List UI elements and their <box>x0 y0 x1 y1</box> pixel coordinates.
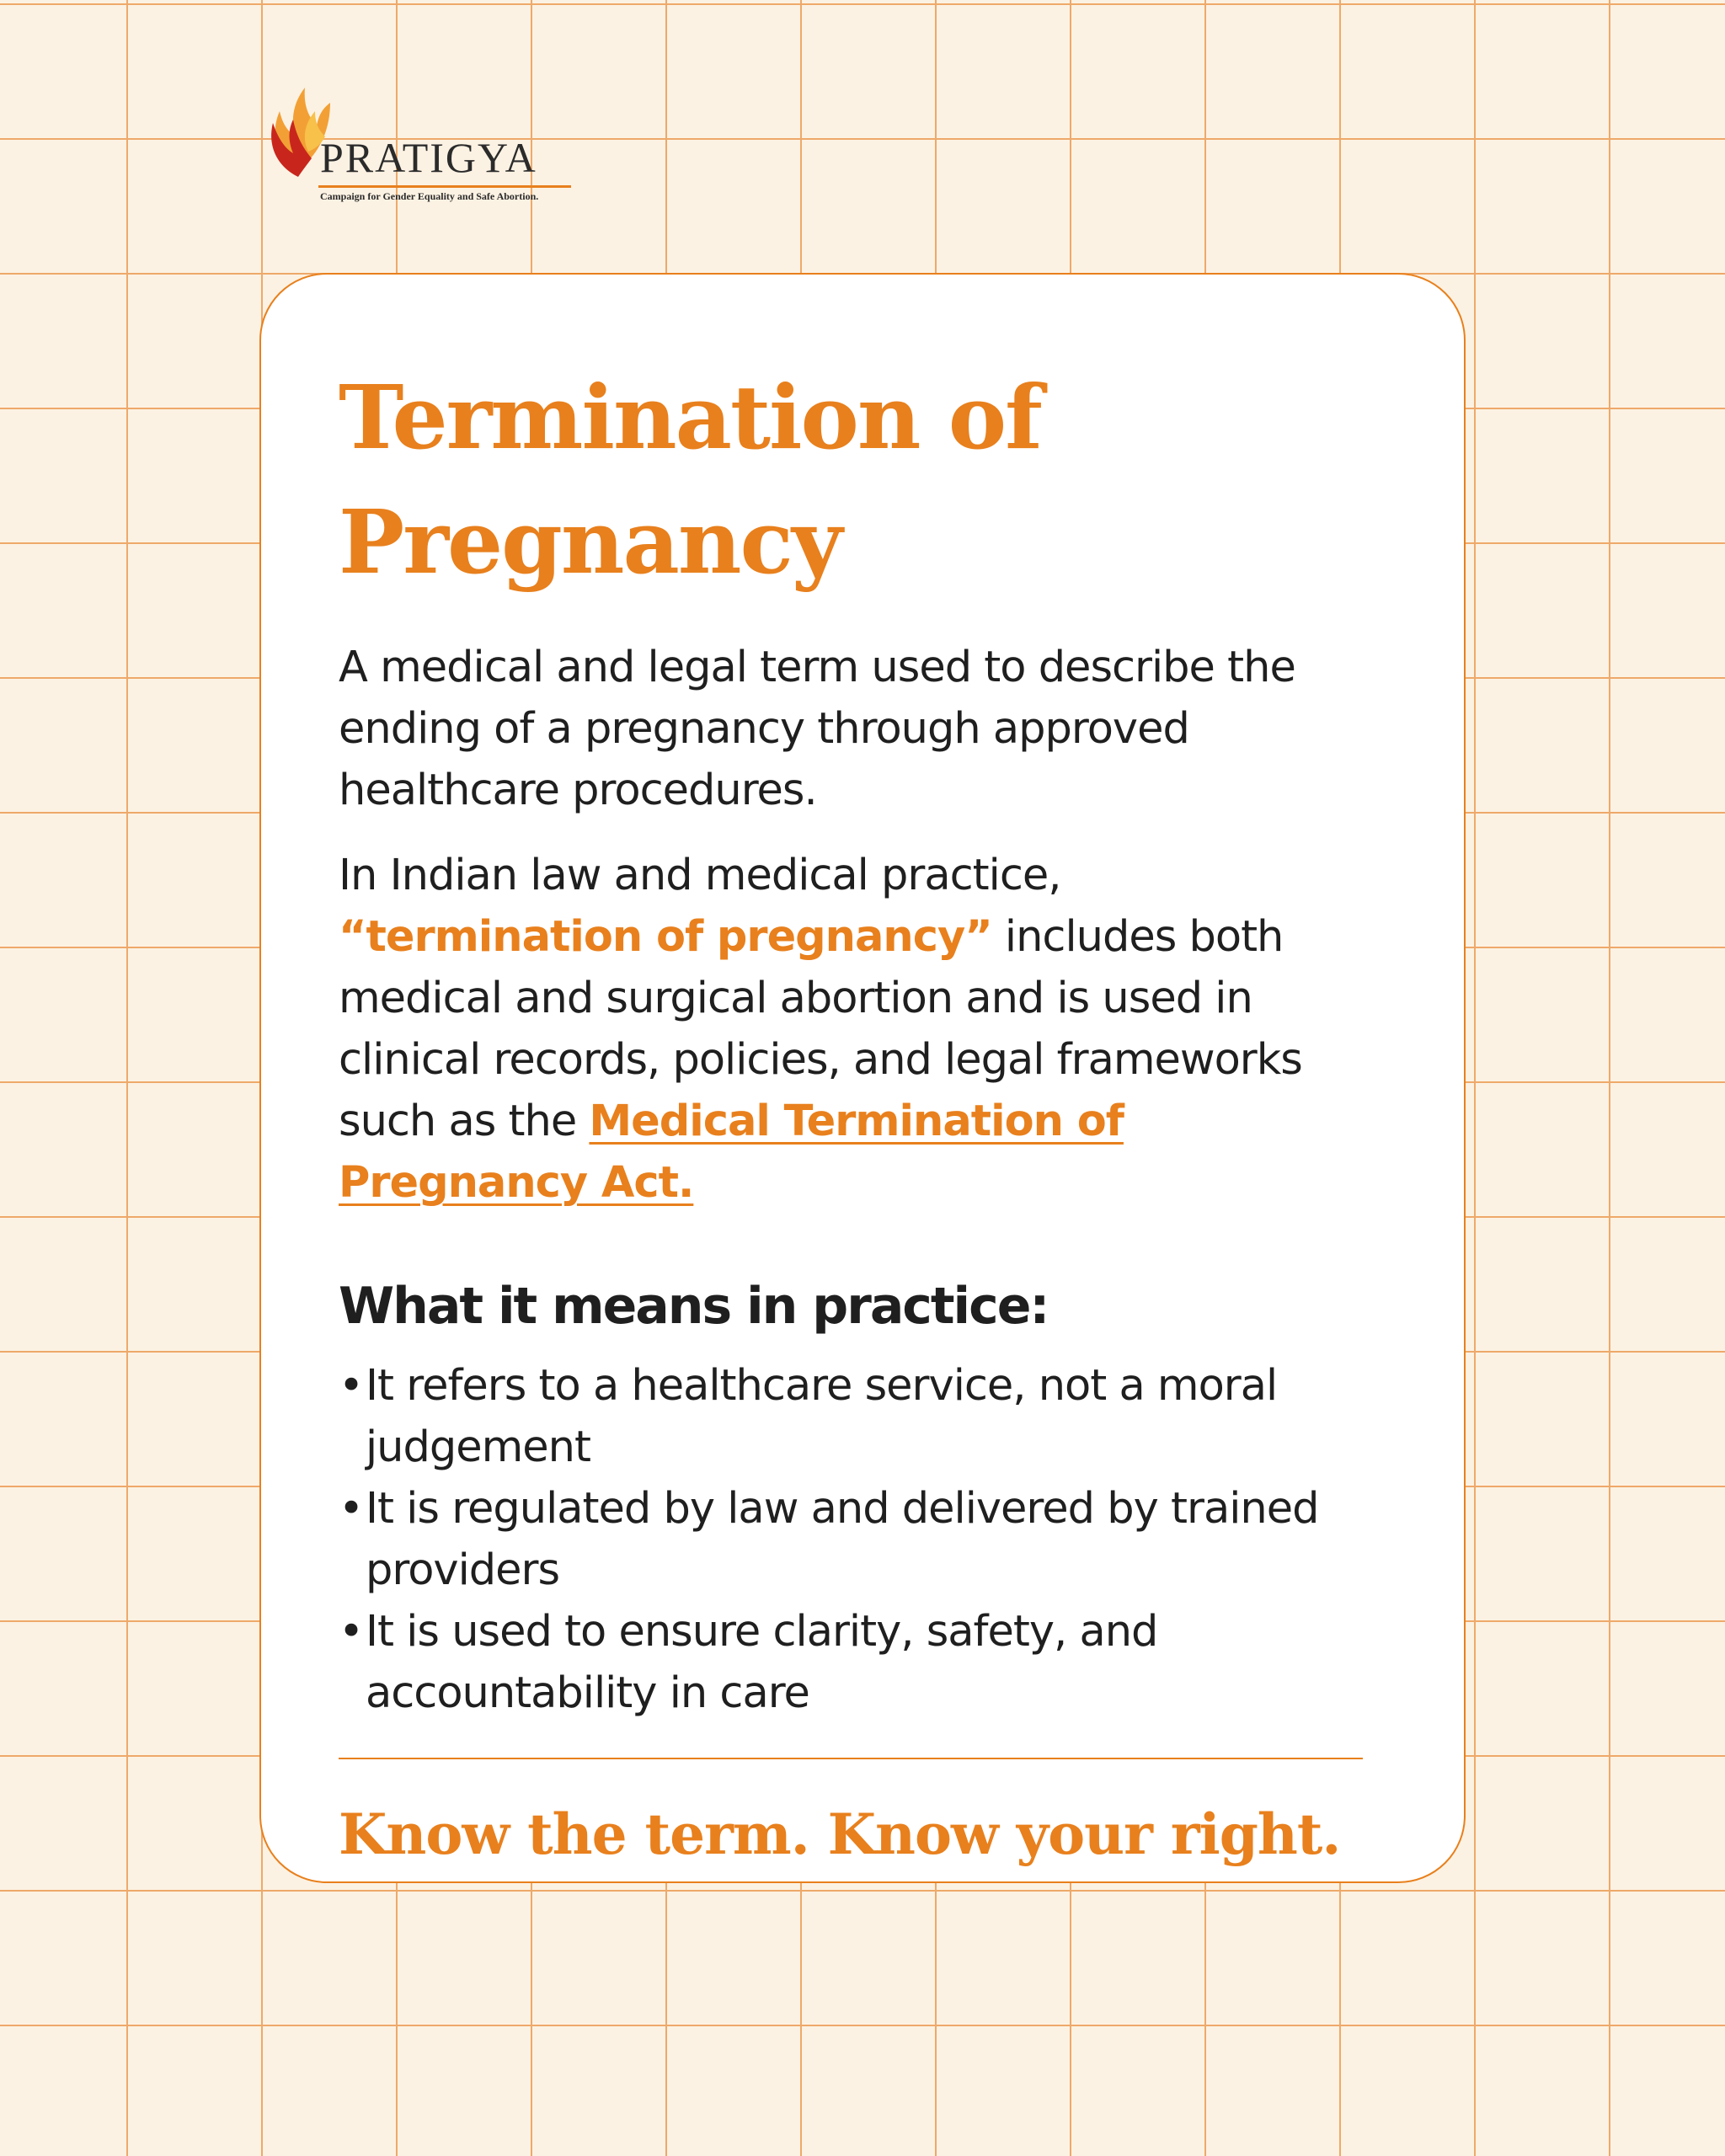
practice-list <box>339 1355 1375 1724</box>
brand-logo <box>268 71 605 214</box>
brand-underline <box>318 185 571 188</box>
bullet-marker: • <box>339 1361 364 1411</box>
mtp-act-link[interactable]: Medical Termination of Pregnancy Act. <box>339 1097 1124 1208</box>
brand-name: PRATIGYA <box>320 134 537 181</box>
card-content <box>339 355 1375 1872</box>
context-paragraph <box>339 845 1375 1214</box>
bullet-marker: • <box>339 1607 364 1657</box>
divider <box>339 1758 1363 1759</box>
list-item <box>339 1478 1375 1601</box>
slogan: Know the term. Know your right. <box>339 1801 1341 1867</box>
context-text-middle: includes both medical and surgical abortion and is used in clinical records, policies, and legal frameworks such as the <box>339 912 1302 1146</box>
list-item-text: It refers to a healthcare service, not a moral judgement <box>366 1361 1278 1472</box>
context-text-before: In Indian law and medical practice, <box>339 851 1061 900</box>
brand-tagline: Campaign for Gender Equality and Safe Abortion. <box>320 190 539 202</box>
info-card <box>259 273 1466 1883</box>
intro-paragraph: A medical and legal term used to describe the ending of a pregnancy through approved healthcare procedures. <box>339 643 1295 815</box>
card-title: Termination of Pregnancy <box>339 366 1041 594</box>
list-item-text: It is regulated by law and delivered by trained providers <box>366 1484 1319 1595</box>
list-item-text: It is used to ensure clarity, safety, and accountability in care <box>366 1607 1158 1718</box>
highlighted-term: “termination of pregnancy” <box>339 912 992 962</box>
bullet-marker: • <box>339 1484 364 1534</box>
practice-heading: What it means in practice: <box>339 1277 1049 1336</box>
list-item <box>339 1601 1375 1724</box>
list-item <box>339 1355 1375 1478</box>
